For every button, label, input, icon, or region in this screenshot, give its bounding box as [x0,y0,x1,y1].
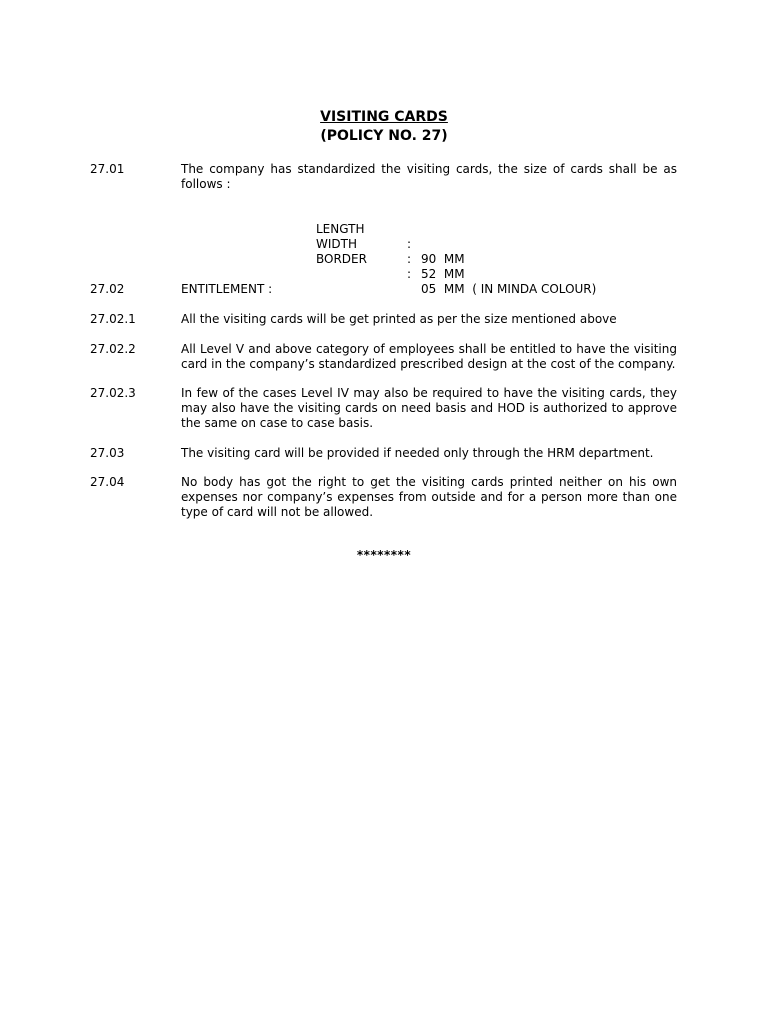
dimension-label: BORDER [316,252,367,266]
clause-heading: ENTITLEMENT : [181,282,273,296]
clause-text: No body has got the right to get the visiting cards printed neither on his own expenses nor company’s expenses from outside and for a person more than one type of card will not be allowed. [181,475,677,519]
clause-number: 27.04 [90,475,125,489]
end-marker: ******** [356,548,412,562]
clause-text: All the visiting cards will be get printed as per the size mentioned above [181,312,617,326]
dimension-label: LENGTH [316,222,365,236]
dimension-value: 52 MM [421,267,465,281]
dimension-colon: : [407,237,412,251]
clause-text: In few of the cases Level IV may also be required to have the visiting cards, they may also have the visiting cards on need basis and HOD is authorized to approve the same on case to case basis. [181,386,677,430]
dimension-colon: : [407,252,412,266]
clause-number: 27.01 [90,162,125,176]
dimension-label: WIDTH [316,237,357,251]
title-line-2: (POLICY NO. 27) [320,128,448,144]
page-title [0,108,768,146]
dimension-colon: : [407,267,412,281]
clause-number: 27.02.3 [90,386,136,400]
title-line-1: VISITING CARDS [320,109,448,125]
clause-number: 27.02 [90,282,125,296]
clause-number: 27.02.1 [90,312,136,326]
card-dimensions [316,207,597,296]
clause-text: All Level V and above category of employees shall be entitled to have the visiting card in the company’s standardized prescribed design at the cost of the company. [181,342,677,371]
clause-number: 27.03 [90,446,125,460]
clause-number: 27.02.2 [90,342,136,356]
clause-text: The visiting card will be provided if needed only through the HRM department. [181,446,654,460]
dimension-value: 05 MM ( IN MINDA COLOUR) [421,282,597,296]
dimension-value: 90 MM [421,252,465,266]
clause-text: The company has standardized the visiting cards, the size of cards shall be as follows : [181,162,677,191]
